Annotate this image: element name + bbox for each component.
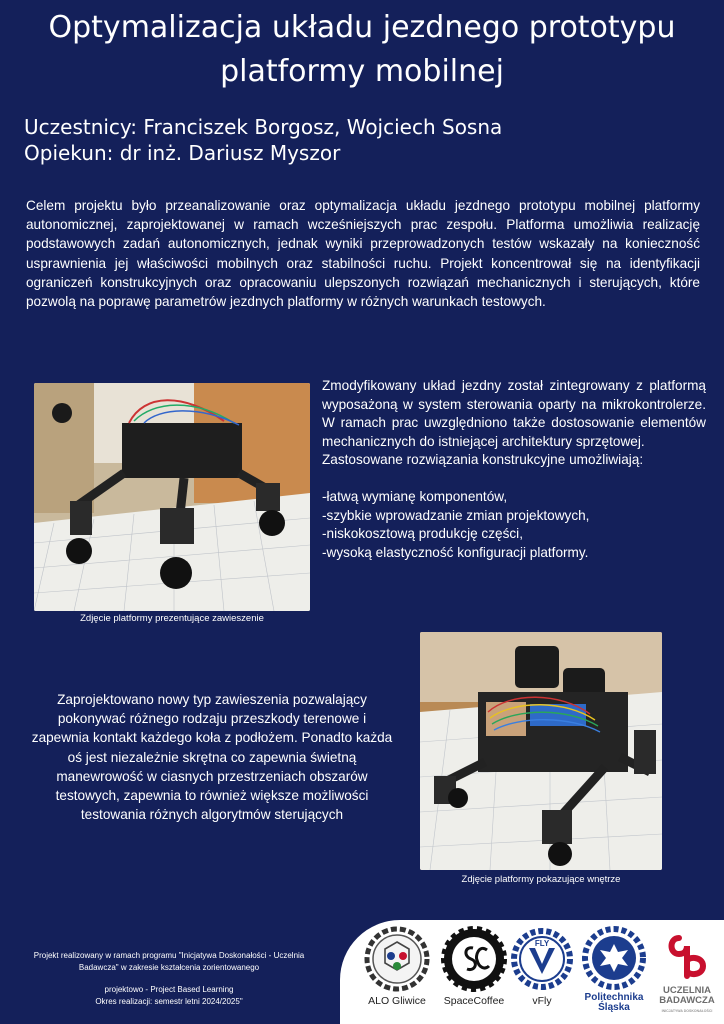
spacecoffee-logo (436, 926, 512, 1007)
vfly-gear-icon (511, 926, 573, 992)
vfly-logo (510, 926, 574, 1007)
uczelnia-badawcza-logo (650, 932, 724, 1016)
integration-description (322, 377, 706, 562)
spacecoffee-gear-icon (441, 926, 507, 992)
team-info (24, 114, 704, 166)
ub-symbol-icon (665, 932, 709, 984)
benefit-item: -szybkie wprowadzanie zmian projektowych, (322, 507, 590, 523)
integration-paragraph: Zmodyfikowany układ jezdny został zintegrowany z platformą wyposażoną w system sterowania oparty na mikrokontrolerze. W ramach prac uwzględniono także dostosowanie elementów mechanicznych do istniejącej architektury sprzętowej. (322, 378, 706, 449)
benefit-item: -niskokosztową produkcję części, (322, 526, 523, 542)
politechnika-slaska-logo (578, 926, 650, 1013)
funding-line-1: Projekt realizowany w ramach programu "Inicjatywa Doskonałości - Uczelnia Badawcza" w zakresie kształcenia zorientowanego (33, 951, 305, 972)
ub-label-1: UCZELNIA (662, 985, 712, 996)
title-line-2: platformy mobilnej (220, 54, 504, 89)
politechnika-label-1: Politechnika (584, 992, 644, 1003)
benefit-item: -łatwą wymianę komponentów, (322, 488, 508, 504)
ub-label-2: BADAWCZA (659, 995, 715, 1006)
poster-title (0, 6, 724, 94)
benefit-item: -wysoką elastyczność konfiguracji platformy. (322, 544, 589, 560)
ub-label-3: INICJATYWA DOSKONAŁOŚCI (661, 1009, 713, 1013)
benefits-lead: Zastosowane rozwiązania konstrukcyjne umożliwiają: (322, 452, 644, 468)
politechnika-gear-eagle-icon (582, 926, 646, 990)
alo-gliwice-label: ALO Gliwice (368, 995, 426, 1007)
politechnika-label-2: Śląska (598, 1002, 630, 1013)
participants: Uczestnicy: Franciszek Borgosz, Wojciech Sosna (24, 115, 503, 139)
title-line-1: Optymalizacja układu jezdnego prototypu (48, 10, 676, 45)
funding-period: Okres realizacji: semestr letni 2024/2025" (95, 996, 243, 1006)
photo-caption-suspension: Zdjęcie platformy prezentujące zawieszenie (80, 613, 264, 624)
funding-note (24, 950, 314, 1007)
photo-caption-interior: Zdjęcie platformy pokazujące wnętrze (461, 874, 621, 885)
funding-line-2: projektowo - Project Based Learning (104, 985, 234, 994)
platform-suspension-photo (34, 383, 310, 611)
spacecoffee-label: SpaceCoffee (443, 995, 505, 1007)
alo-gliwice-logo (360, 926, 434, 1007)
alo-gear-icon (364, 926, 430, 992)
vfly-label: vFly (532, 995, 552, 1007)
platform-interior-photo (420, 632, 662, 870)
suspension-paragraph: Zaprojektowano nowy typ zawieszenia pozwalający pokonywać różnego rodzaju przeszkody terenowe i zapewnia kontakt każdego koła z podłożem. Ponadto każda oś jest niezależnie skrętna co zapewnia świetną manewrowość w ciasnych przestrzeniach obszarów testowych, zapewnia to również większe możliwości testowania różnych algorytmów sterujących (31, 692, 393, 823)
vfly-mark-text: FLY (534, 939, 550, 948)
intro-paragraph: Celem projektu było przeanalizowanie oraz optymalizacja układu jezdnego prototypu mobilnej platformy autonomicznej, zaprojektowanej w ramach wcześniejszych prac zespołu. Platforma umożliwia realizację podstawowych zadań autonomicznych, jednak wyniki przeprowadzonych testów wskazały na konieczność usprawnienia jej właściwości mobilnych oraz stabilności ruchu. Projekt koncentrował się na identyfikacji ograniczeń konstrukcyjnych oraz opracowaniu ulepszonych rozwiązań mechanicznych i sterujących, które pozwolą na poprawę parametrów jezdnych platformy w różnych warunkach testowych. (26, 198, 700, 310)
supervisor: Opiekun: dr inż. Dariusz Myszor (24, 141, 341, 165)
